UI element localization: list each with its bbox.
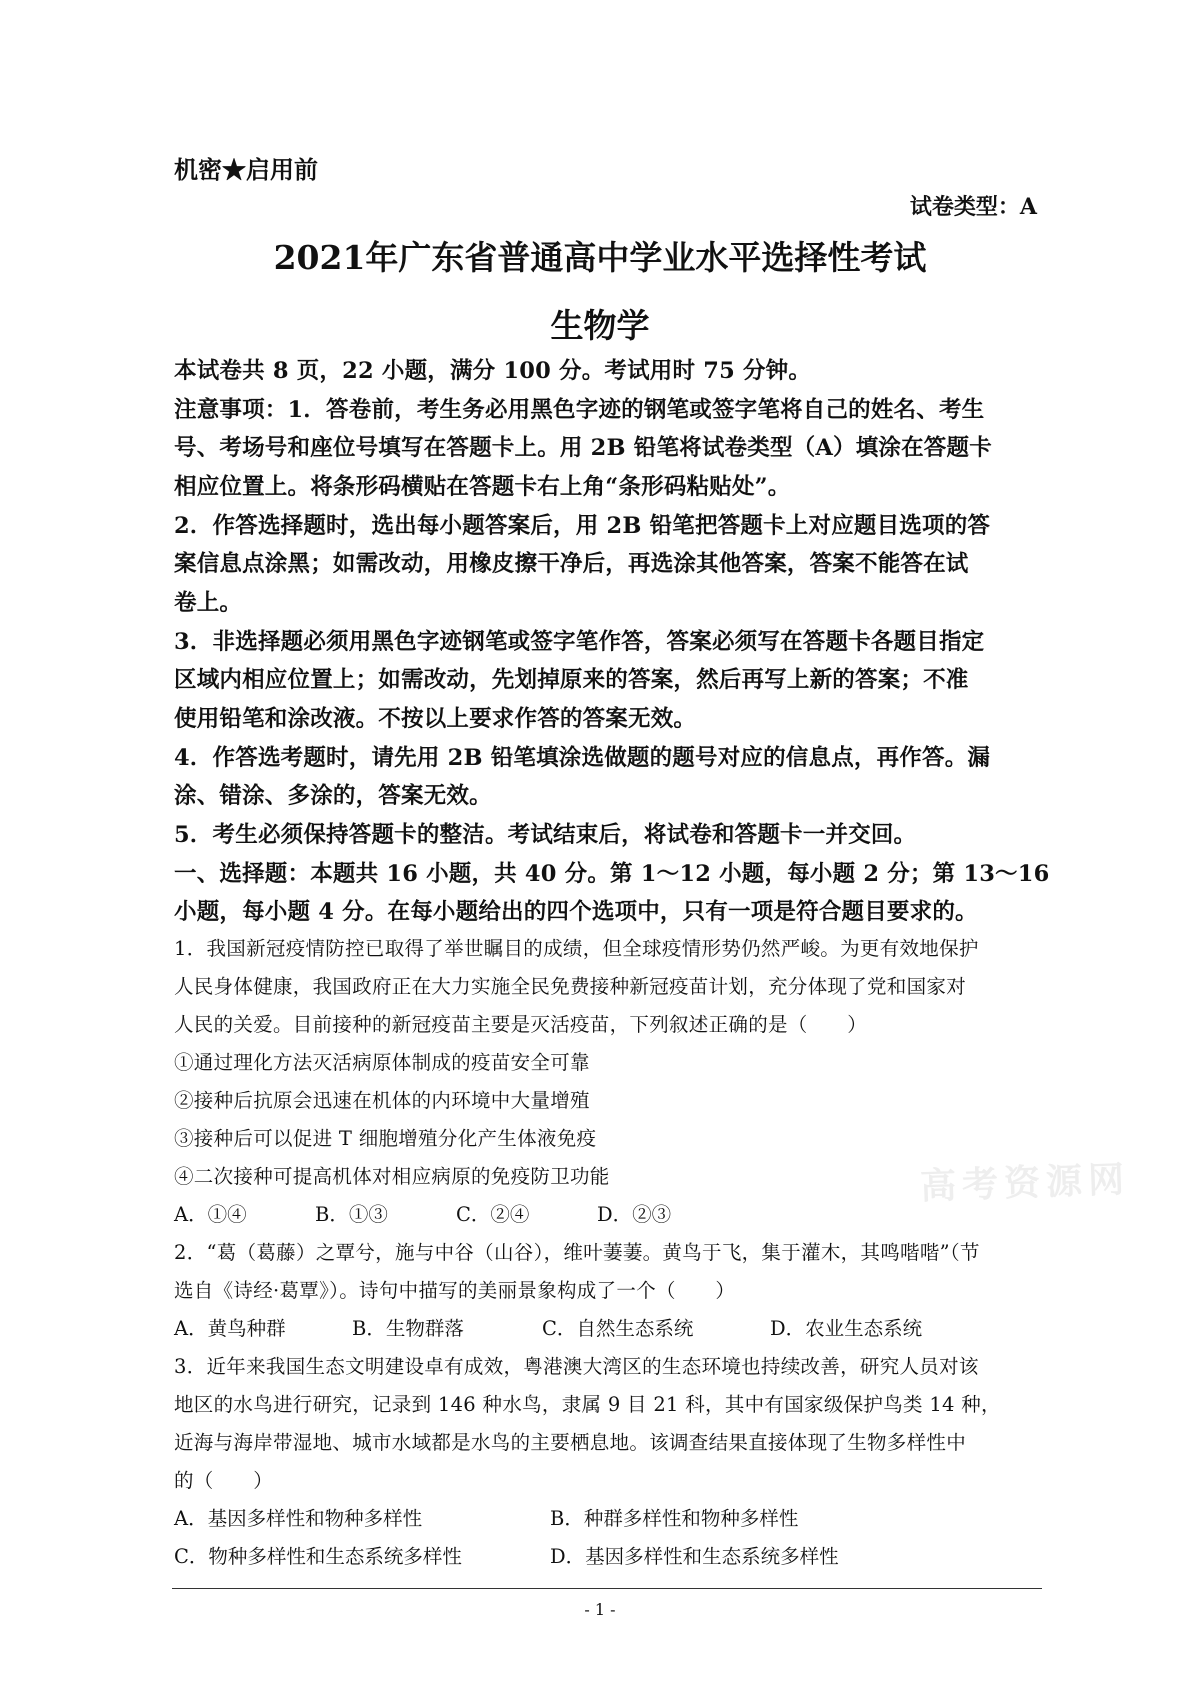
instruction-line: 卷上。 [174,590,243,616]
question-1-line: 人民身体健康，我国政府正在大力实施全民免费接种新冠疫苗计划，充分体现了党和国家对 [174,975,967,998]
question-3-option-c: C．物种多样性和生态系统多样性 [174,1545,462,1568]
question-2-line: 2．“葛（葛藤）之覃兮，施与中谷（山谷），维叶萋萋。黄鸟于飞，集于灌木，其鸣喈喈”（节 [174,1241,980,1264]
question-3-line: 近海与海岸带湿地、城市水域都是水鸟的主要栖息地。该调查结果直接体现了生物多样性中 [174,1431,967,1454]
instruction-line: 3．非选择题必须用黑色字迹钢笔或签字笔作答，答案必须写在答题卡各题目指定 [174,629,985,655]
section-heading-line: 一、选择题：本题共 16 小题，共 40 分。第 1～12 小题，每小题 2 分；第 13～16 [174,861,1050,887]
question-3-line: 3．近年来我国生态文明建设卓有成效，粤港澳大湾区的生态环境也持续改善，研究人员对该 [174,1355,979,1378]
paper-type-label: 试卷类型：A [909,194,1037,220]
question-1-option-d: D．②③ [597,1203,672,1226]
question-2-option-d: D．农业生态系统 [770,1317,923,1340]
question-2-option-b: B．生物群落 [352,1317,464,1340]
question-1-option-a: A．①④ [174,1203,247,1226]
question-3-line: 地区的水鸟进行研究，记录到 146 种水鸟，隶属 9 目 21 科，其中有国家级保护鸟类 14 种， [174,1393,1001,1416]
question-3-option-a: A．基因多样性和物种多样性 [174,1507,423,1530]
instruction-line: 2．作答选择题时，选出每小题答案后，用 2B 铅笔把答题卡上对应题目选项的答 [174,513,991,539]
section-heading-line: 小题，每小题 4 分。在每小题给出的四个选项中，只有一项是符合题目要求的。 [174,899,978,925]
question-1-option-b: B．①③ [315,1203,388,1226]
question-2-line: 选自《诗经·葛覃》）。诗句中描写的美丽景象构成了一个（ ） [174,1279,736,1302]
question-1-line: 人民的关爱。目前接种的新冠疫苗主要是灭活疫苗，下列叙述正确的是（ ） [174,1013,868,1036]
exam-subject: 生物学 [550,306,650,345]
instruction-line: 号、考场号和座位号填写在答题卡上。用 2B 铅笔将试卷类型（A）填涂在答题卡 [174,435,992,461]
instruction-line: 注意事项：1．答卷前，考生务必用黑色字迹的钢笔或签字笔将自己的姓名、考生 [174,397,985,423]
question-1-statement: ④二次接种可提高机体对相应病原的免疫防卫功能 [174,1165,610,1188]
question-1-statement: ②接种后抗原会迅速在机体的内环境中大量增殖 [174,1089,590,1112]
instruction-line: 涂、错涂、多涂的，答案无效。 [174,783,492,809]
page-number: - 1 - [584,1600,616,1619]
exam-title: 2021年广东省普通高中学业水平选择性考试 [273,238,927,277]
watermark: 高考资源网 [919,1158,1131,1208]
question-3-line: 的（ ） [174,1469,274,1492]
question-2-option-a: A．黄鸟种群 [174,1317,286,1340]
question-1-statement: ③接种后可以促进 T 细胞增殖分化产生体液免疫 [174,1127,597,1150]
question-2-option-c: C．自然生态系统 [542,1317,694,1340]
instruction-line: 相应位置上。将条形码横贴在答题卡右上角“条形码粘贴处”。 [174,474,791,500]
question-1-statement: ①通过理化方法灭活病原体制成的疫苗安全可靠 [174,1051,590,1074]
instruction-line: 区域内相应位置上；如需改动，先划掉原来的答案，然后再写上新的答案；不准 [174,667,969,693]
footer-divider [172,1588,1042,1589]
question-1-option-c: C．②④ [456,1203,530,1226]
instruction-line: 5．考生必须保持答题卡的整洁。考试结束后，将试卷和答题卡一并交回。 [174,822,917,848]
question-1-line: 1．我国新冠疫情防控已取得了举世瞩目的成绩，但全球疫情形势仍然严峻。为更有效地保护 [174,937,979,960]
instruction-line: 案信息点涂黑；如需改动，用橡皮擦干净后，再选涂其他答案，答案不能答在试 [174,551,969,577]
instruction-line: 使用铅笔和涂改液。不按以上要求作答的答案无效。 [174,706,697,732]
instruction-line: 4．作答选考题时，请先用 2B 铅笔填涂选做题的题号对应的信息点，再作答。漏 [174,745,991,771]
instruction-line: 本试卷共 8 页，22 小题，满分 100 分。考试用时 75 分钟。 [174,358,812,384]
confidential-label: 机密★启用前 [174,155,318,184]
question-3-option-d: D．基因多样性和生态系统多样性 [550,1545,839,1568]
question-3-option-b: B．种群多样性和物种多样性 [550,1507,799,1530]
